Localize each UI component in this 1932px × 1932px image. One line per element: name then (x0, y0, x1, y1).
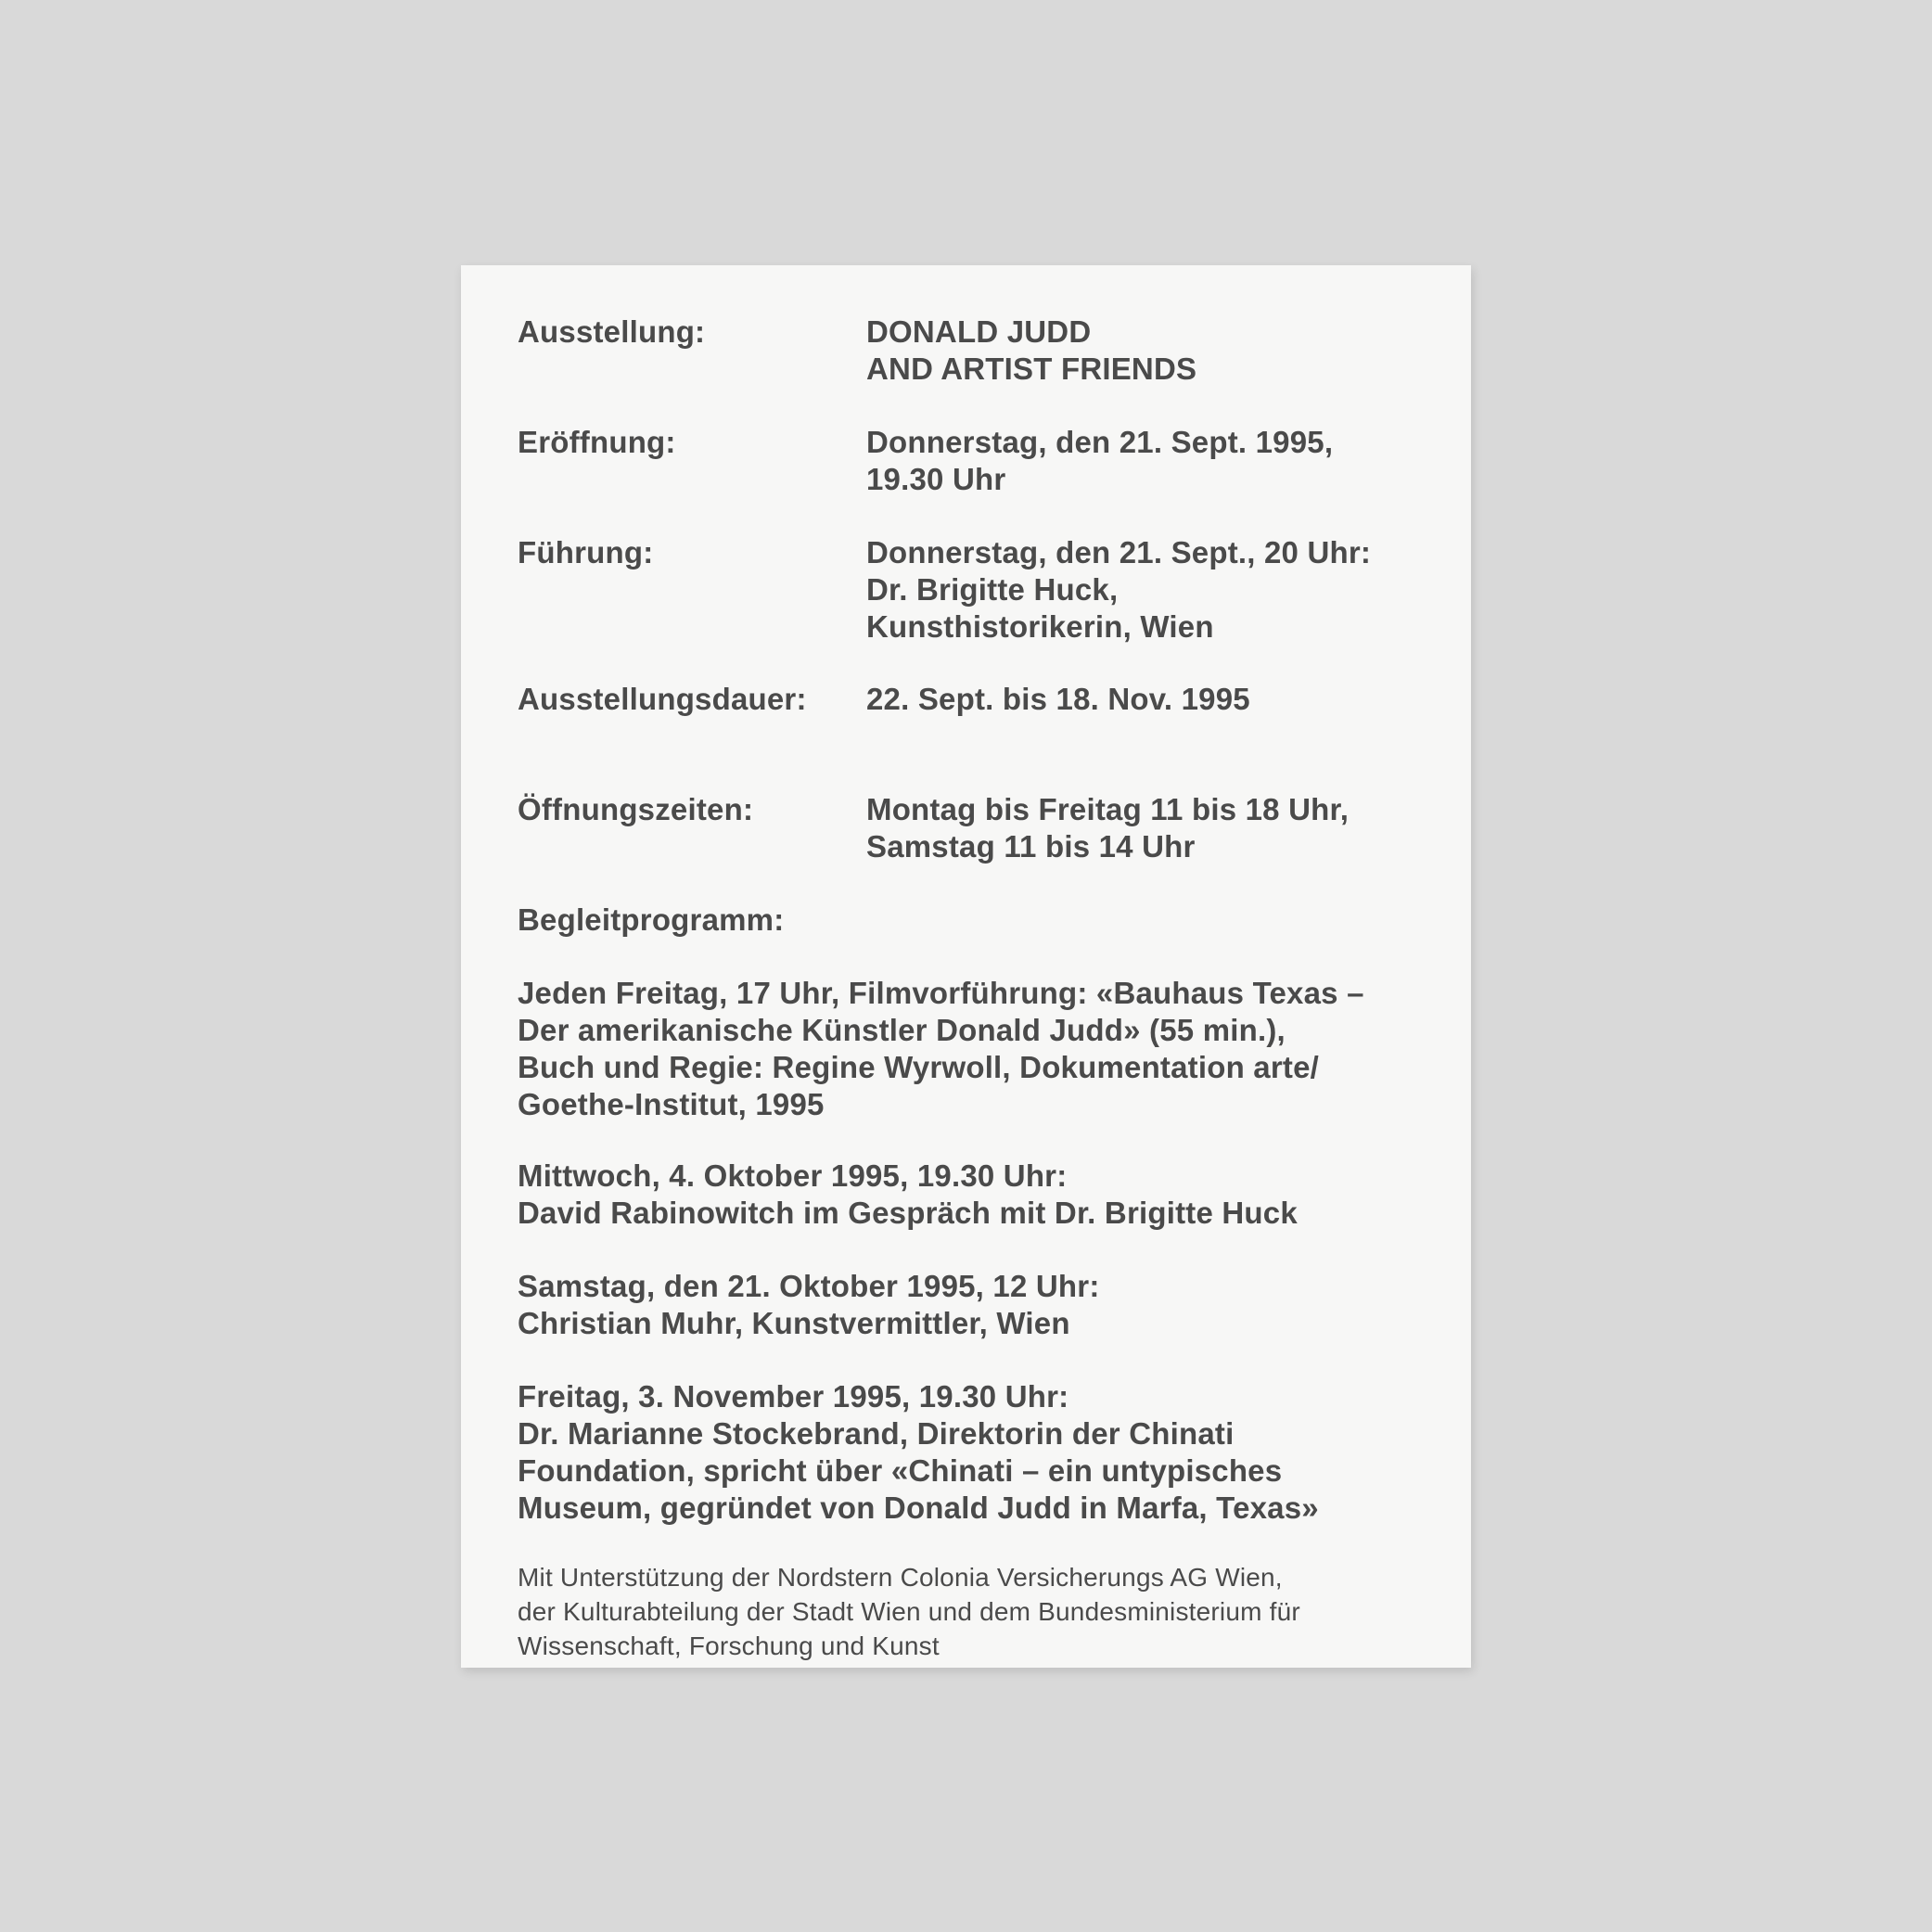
value-line: Montag bis Freitag 11 bis 18 Uhr, (866, 792, 1350, 826)
event-line: Jeden Freitag, 17 Uhr, Filmvorführung: «Bauhaus Texas – (518, 976, 1364, 1010)
value-line: 19.30 Uhr (866, 462, 1006, 496)
value-line: Samstag 11 bis 14 Uhr (866, 829, 1196, 864)
event-line: Der amerikanische Künstler Donald Judd» (55 min.), (518, 1013, 1286, 1047)
event-line: Mittwoch, 4. Oktober 1995, 19.30 Uhr: (518, 1158, 1068, 1193)
row-label: Ausstellung: (518, 314, 706, 349)
program-heading: Begleitprogramm: (518, 902, 785, 937)
value-line: DONALD JUDD (866, 314, 1092, 349)
footer-line: Wissenschaft, Forschung und Kunst (518, 1631, 940, 1660)
value-line: 22. Sept. bis 18. Nov. 1995 (866, 682, 1250, 716)
event-line: Christian Muhr, Kunstvermittler, Wien (518, 1306, 1070, 1340)
event-line: Samstag, den 21. Oktober 1995, 12 Uhr: (518, 1269, 1100, 1303)
value-line: Donnerstag, den 21. Sept., 20 Uhr: (866, 535, 1372, 569)
value-line: Kunsthistorikerin, Wien (866, 609, 1214, 644)
event-line: Museum, gegründet von Donald Judd in Marfa, Texas» (518, 1491, 1319, 1525)
value-line: AND ARTIST FRIENDS (866, 352, 1197, 386)
program-event (518, 1158, 1454, 1232)
row-value (866, 313, 1196, 388)
event-line: Foundation, spricht über «Chinati – ein untypisches (518, 1453, 1283, 1488)
event-line: David Rabinowitch im Gespräch mit Dr. Brigitte Huck (518, 1196, 1298, 1230)
event-line: Goethe-Institut, 1995 (518, 1087, 825, 1121)
invitation-card (461, 265, 1471, 1668)
value-line: Dr. Brigitte Huck, (866, 572, 1119, 607)
value-line: Donnerstag, den 21. Sept. 1995, (866, 425, 1334, 459)
row-value (866, 534, 1371, 646)
row-label: Ausstellungsdauer: (518, 682, 807, 716)
program-event (518, 1268, 1454, 1342)
row-value (866, 681, 1250, 718)
row-label: Eröffnung: (518, 425, 676, 459)
row-label: Führung: (518, 535, 654, 569)
row-value (866, 424, 1333, 498)
row-label: Öffnungszeiten: (518, 792, 754, 826)
program-event (518, 1378, 1454, 1527)
program-event (518, 975, 1454, 1123)
row-value (866, 791, 1349, 865)
event-line: Freitag, 3. November 1995, 19.30 Uhr: (518, 1379, 1069, 1414)
sponsor-footer (518, 1560, 1454, 1663)
event-line: Dr. Marianne Stockebrand, Direktorin der Chinati (518, 1416, 1235, 1451)
footer-line: der Kulturabteilung der Stadt Wien und dem Bundesministerium für (518, 1597, 1300, 1626)
footer-line: Mit Unterstützung der Nordstern Colonia Versicherungs AG Wien, (518, 1563, 1283, 1592)
event-line: Buch und Regie: Regine Wyrwoll, Dokumentation arte/ (518, 1050, 1320, 1084)
